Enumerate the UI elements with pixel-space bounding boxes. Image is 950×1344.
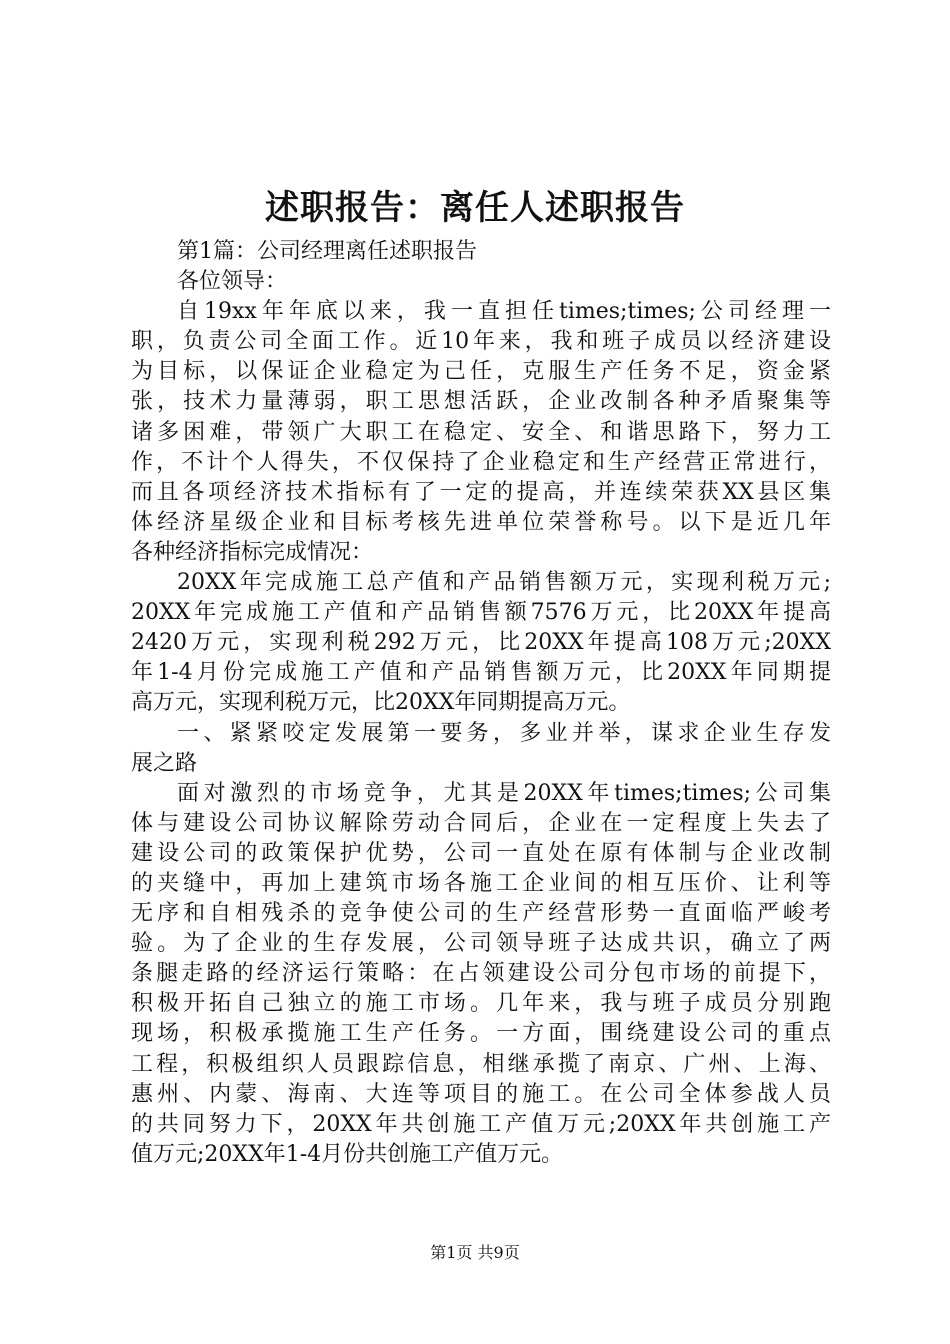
text-line: 工程，积极组织人员跟踪信息，相继承揽了南京、广州、上海、	[131, 1051, 831, 1077]
text-line: 高万元，实现利税万元，比20XX年同期提高万元。	[131, 690, 631, 716]
text-line: 作，不计个人得失，不仅保持了企业稳定和生产经营正常进行，	[131, 449, 831, 475]
document-body	[131, 237, 831, 1170]
text-line: 无序和自相残杀的竞争使公司的生产经营形势一直面临严峻考	[131, 901, 831, 927]
page-footer: 第1页 共9页	[430, 1243, 520, 1262]
text-line: 为目标，以保证企业稳定为己任，克服生产任务不足，资金紧	[131, 359, 831, 385]
text-line: 年1-4月份完成施工产值和产品销售额万元，比20XX年同期提	[131, 660, 831, 686]
text-line: 值万元;20XX年1-4月份共创施工产值万元。	[131, 1141, 564, 1167]
text-line: 的共同努力下，20XX年共创施工产值万元;20XX年共创施工产	[131, 1111, 831, 1137]
text-line: 条腿走路的经济运行策略：在占领建设公司分包市场的前提下，	[131, 961, 831, 987]
text-line: 展之路	[131, 750, 198, 776]
text-line: 一、紧紧咬定发展第一要务，多业并举，谋求企业生存发	[177, 720, 831, 746]
text-line: 而且各项经济技术指标有了一定的提高，并连续荣获XX县区集	[131, 479, 831, 505]
text-line: 自19xx年年底以来，我一直担任times;times;公司经理一	[177, 299, 831, 325]
text-line: 体经济星级企业和目标考核先进单位荣誉称号。以下是近几年	[131, 509, 831, 535]
text-line: 各位领导：	[177, 269, 288, 295]
text-line: 建设公司的政策保护优势，公司一直处在原有体制与企业改制	[131, 840, 831, 866]
text-line: 职，负责公司全面工作。近10年来，我和班子成员以经济建设	[131, 329, 831, 355]
text-line: 诸多困难，带领广大职工在稳定、安全、和谐思路下，努力工	[131, 419, 831, 445]
text-line: 2420万元，实现利税292万元，比20XX年提高108万元;20XX	[131, 630, 831, 656]
text-line: 20XX年完成施工产值和产品销售额7576万元，比20XX年提高	[131, 600, 831, 626]
text-line: 面对激烈的市场竞争，尤其是20XX年times;times;公司集	[177, 780, 831, 806]
text-line: 第1篇：公司经理离任述职报告	[177, 239, 477, 264]
text-line: 积极开拓自己独立的施工市场。几年来，我与班子成员分别跑	[131, 991, 831, 1017]
text-line: 体与建设公司协议解除劳动合同后，企业在一定程度上失去了	[131, 810, 831, 836]
text-line: 张，技术力量薄弱，职工思想活跃，企业改制各种矛盾聚集等	[131, 389, 831, 415]
text-line: 的夹缝中，再加上建筑市场各施工企业间的相互压价、让利等	[131, 870, 831, 896]
document-title: 述职报告：离任人述职报告	[265, 188, 685, 228]
text-line: 20XX年完成施工总产值和产品销售额万元，实现利税万元;	[177, 570, 831, 596]
text-line: 各种经济指标完成情况：	[131, 539, 374, 565]
text-line: 验。为了企业的生存发展，公司领导班子达成共识，确立了两	[131, 931, 831, 957]
text-line: 现场，积极承揽施工生产任务。一方面，围绕建设公司的重点	[131, 1021, 831, 1047]
text-line: 惠州、内蒙、海南、大连等项目的施工。在公司全体参战人员	[131, 1081, 831, 1107]
